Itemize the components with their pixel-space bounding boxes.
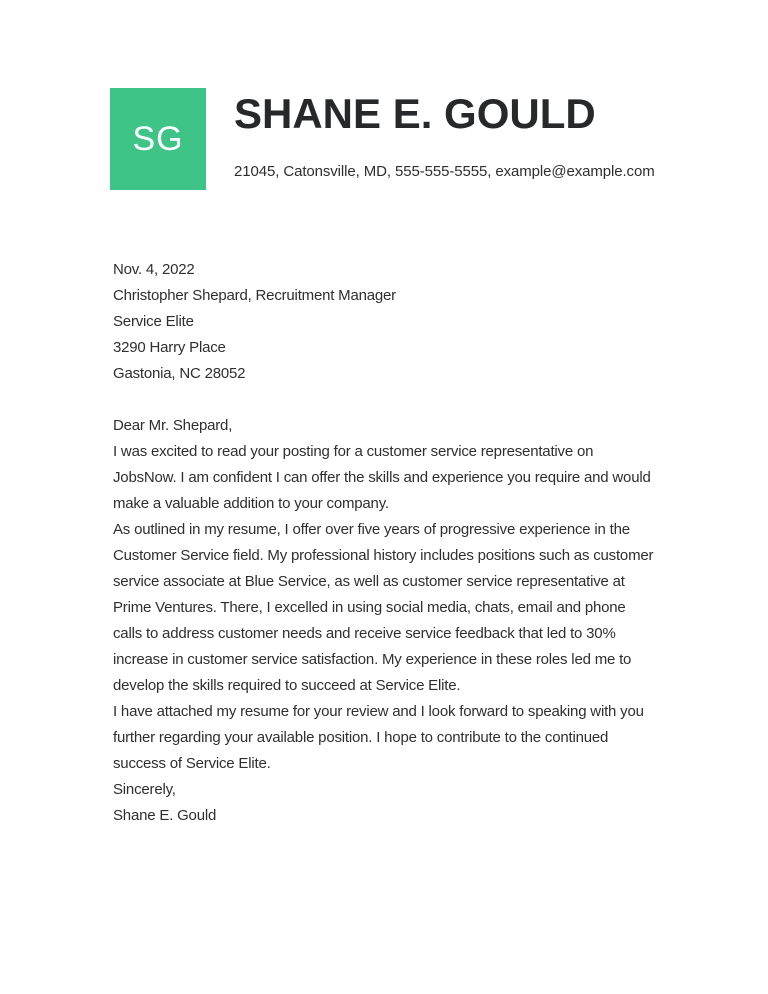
applicant-name: SHANE E. GOULD [234,90,596,137]
closing: Sincerely, [113,781,176,798]
letter-header [0,0,768,190]
closing-block [113,777,658,829]
contact-line: 21045, Catonsville, MD, 555-555-5555, example@example.com [234,163,655,180]
header-text-block [234,88,655,180]
letter-date: Nov. 4, 2022 [113,261,195,278]
monogram-badge [110,88,206,190]
recipient-line: Gastonia, NC 28052 [113,365,246,382]
recipient-line: Christopher Shepard, Recruitment Manager [113,287,396,304]
recipient-line: Service Elite [113,313,194,330]
signature: Shane E. Gould [113,807,217,824]
salutation: Dear Mr. Shepard, [113,417,233,434]
paragraph-3: I have attached my resume for your review and I look forward to speaking with you further regarding your available position. I hope to contribute to the continued success of Service Elite. [113,703,644,772]
recipient-line: 3290 Harry Place [113,339,226,356]
letter-body [113,257,658,829]
paragraph-1: I was excited to read your posting for a customer service representative on JobsNow. I am confident I can offer the skills and experience you require and would make a valuable addition to your company. [113,443,651,512]
monogram-initials: SG [132,119,184,158]
paragraph-2: As outlined in my resume, I offer over five years of progressive experience in the Customer Service field. My professional history includes positions such as customer service associate at Blue Service, as well as customer service representative at Prime Ventures. There, I excelled in using social media, chats, email and phone calls to address customer needs and receive service feedback that led to 30% increase in customer service satisfaction. My experience in these roles led me to develop the skills required to succeed at Service Elite. [113,521,654,694]
address-block [113,257,658,387]
